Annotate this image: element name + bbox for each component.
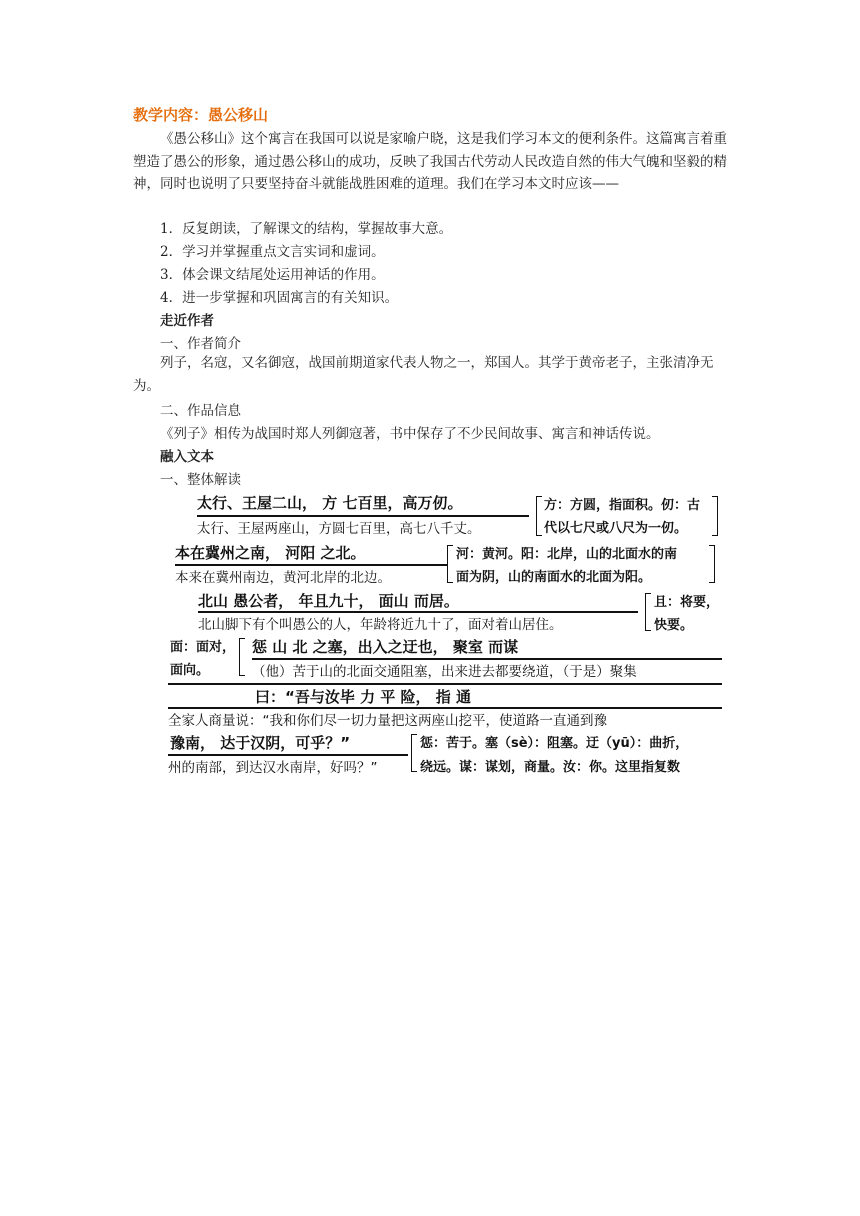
annotation-note: 惩：苦于。塞（sè）：阻塞。迂（yū）：曲折， bbox=[420, 736, 689, 751]
annotation-note: 且：将要， bbox=[654, 595, 720, 610]
goal-item: 3．体会课文结尾处运用神话的作用。 bbox=[160, 267, 385, 283]
annotation-note: 绕远。谋：谋划，商量。汝：你。这里指复数 bbox=[420, 760, 681, 775]
underline bbox=[168, 683, 722, 685]
author-heading: 走近作者 bbox=[160, 313, 214, 329]
note-bracket bbox=[645, 593, 651, 631]
annotation-note: 面为阴，山的南面水的北面为阳。 bbox=[456, 570, 652, 585]
author-subheading: 一、作者简介 bbox=[160, 336, 241, 352]
translation-line: （他）苦于山的北面交通阻塞，出来进去都要绕道，（于是）聚集 bbox=[252, 664, 637, 680]
annotation-note: 代以七尺或八尺为一仞。 bbox=[544, 521, 688, 536]
original-text-line: 本在冀州之南， 河阳 之北。 bbox=[175, 544, 366, 562]
goal-item: 1．反复朗读，了解课文的结构，掌握故事大意。 bbox=[160, 221, 453, 237]
annotation-note: 方：方圆，指面积。仞：古 bbox=[544, 498, 701, 513]
note-bracket bbox=[712, 496, 718, 536]
note-bracket bbox=[447, 545, 453, 583]
lesson-title: 教学内容：愚公移山 bbox=[133, 106, 269, 124]
annotation-note: 河：黄河。阳：北岸，山的北面水的南 bbox=[456, 547, 678, 562]
original-text-line: 豫南， 达于汉阴，可乎？” bbox=[170, 734, 351, 752]
work-subheading: 二、作品信息 bbox=[160, 403, 241, 419]
note-bracket bbox=[411, 734, 417, 772]
original-text-line: 北山 愚公者， 年且九十， 面山 而居。 bbox=[198, 592, 459, 610]
annotation-note: 面向。 bbox=[170, 663, 210, 678]
note-bracket bbox=[239, 638, 245, 676]
note-bracket bbox=[709, 545, 715, 583]
translation-line: 全家人商量说：“我和你们尽一切力量把这两座山挖平，使道路一直通到豫 bbox=[168, 713, 607, 729]
original-text-line: 太行、王屋二山， 方 七百里，高万仞。 bbox=[197, 494, 463, 512]
note-bracket bbox=[536, 496, 542, 536]
goal-item: 4．进一步掌握和巩固寓言的有关知识。 bbox=[160, 290, 399, 306]
translation-line: 州的南部，到达汉水南岸，好吗？” bbox=[168, 760, 378, 776]
intro-paragraph: 《愚公移山》这个寓言在我国可以说是家喻户晓，这是我们学习本文的便利条件。这篇寓言着重塑造了愚公的形象，通过愚公移山的成功，反映了我国古代劳动人民改造自然的伟大气魄和坚毅的精神，同时也说明了只要坚持奋斗就能战胜困难的道理。我们在学习本文时应该—— bbox=[133, 131, 727, 193]
original-text-line: 惩 山 北 之塞，出入之迂也， 聚室 而谋 bbox=[252, 638, 519, 656]
text-subheading: 一、整体解读 bbox=[160, 472, 241, 488]
author-intro-text: 列子，名寇，又名御寇，战国前期道家代表人物之一，郑国人。其学于黄帝老子，主张清净无为。 bbox=[133, 355, 714, 394]
goal-item: 2．学习并掌握重点文言实词和虚词。 bbox=[160, 244, 385, 260]
annotation-note: 快要。 bbox=[654, 618, 694, 633]
translation-line: 北山脚下有个叫愚公的人，年龄将近九十了，面对着山居住。 bbox=[198, 617, 563, 633]
translation-line: 太行、王屋两座山，方圆七百里，高七八千丈。 bbox=[197, 521, 481, 537]
translation-line: 本来在冀州南边，黄河北岸的北边。 bbox=[175, 570, 391, 586]
text-heading: 融入文本 bbox=[160, 449, 214, 465]
original-text-line: 曰：“吾与汝毕 力 平 险， 指 通 bbox=[255, 688, 471, 706]
annotation-note: 面：面对， bbox=[170, 640, 236, 655]
work-info-text: 《列子》相传为战国时郑人列御寇著，书中保存了不少民间故事、寓言和神话传说。 bbox=[160, 426, 660, 442]
